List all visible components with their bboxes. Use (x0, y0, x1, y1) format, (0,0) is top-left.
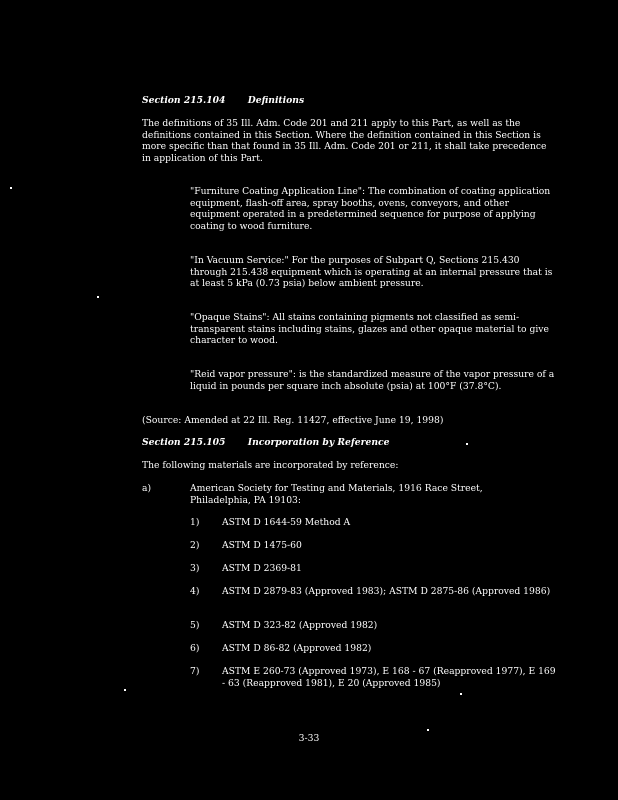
section-104-number: Section 215.104 (142, 95, 226, 106)
section-104-intro: The definitions of 35 Ill. Adm. Code 201 and 211 apply to this Part, as well as the definitions contained in this Section. Where the definition contained in this Section is more specific than that found in 35 Ill. Adm. Code 201 or 211, it shall take precedence in application of this Part. (142, 118, 547, 164)
subitem-text: ASTM D 2879-83 (Approved 1983); ASTM D 2875-86 (Approved 1986) (222, 586, 551, 597)
definition-furniture-coating: "Furniture Coating Application Line": The combination of coating application equipment, flash-off area, spray booths, ovens, conveyors, and other equipment operated in a predetermined sequence for purpose of applying coating to wood furniture. (190, 186, 551, 232)
definition-vacuum-service: "In Vacuum Service:" For the purposes of Subpart Q, Sections 215.430 through 215.438 equipment which is operating at an internal pressure that is at least 5 kPa (0.73 psia) below ambient pressure. (190, 255, 553, 290)
subitem-text: ASTM D 86-82 (Approved 1982) (222, 643, 372, 654)
subitem-number: 4) (190, 586, 200, 597)
list-item-label: a) (142, 483, 152, 494)
scan-speck (427, 729, 429, 731)
scan-speck (124, 689, 126, 691)
section-105-intro: The following materials are incorporated by reference: (142, 460, 399, 471)
subitem-text: ASTM E 260-73 (Approved 1973), E 168 - 67 (Reapproved 1977), E 169 - 63 (Reapproved 1981), E 20 (Approved 1985) (222, 666, 556, 689)
scan-speck (460, 693, 462, 695)
section-104-source-note: (Source: Amended at 22 Ill. Reg. 11427, effective June 19, 1998) (142, 415, 444, 426)
scan-speck (97, 296, 99, 298)
subitem-text: ASTM D 1475-60 (222, 540, 302, 551)
subitem-text: ASTM D 1644-59 Method A (222, 517, 351, 528)
subitem-text: ASTM D 2369-81 (222, 563, 302, 574)
subitem-number: 1) (190, 517, 200, 528)
section-104-heading (142, 95, 304, 107)
section-105-number: Section 215.105 (142, 437, 226, 448)
subitem-text: ASTM D 323-82 (Approved 1982) (222, 620, 378, 631)
scan-speck (10, 187, 12, 189)
list-item-astm: American Society for Testing and Materials, 1916 Race Street, Philadelphia, PA 19103: (190, 483, 483, 506)
definition-reid-vapor-pressure: "Reid vapor pressure": is the standardized measure of the vapor pressure of a liquid in pounds per square inch absolute (psia) at 100°F (37.8°C). (190, 369, 555, 392)
subitem-number: 6) (190, 643, 200, 654)
section-105-title: Incorporation by Reference (247, 437, 390, 448)
section-104-title: Definitions (247, 95, 305, 106)
scan-speck (466, 443, 468, 445)
subitem-number: 5) (190, 620, 200, 631)
definition-opaque-stains: "Opaque Stains": All stains containing pigments not classified as semi-transparent stains including stains, glazes and other opaque material to give character to wood. (190, 312, 549, 347)
subitem-number: 7) (190, 666, 200, 677)
subitem-number: 2) (190, 540, 200, 551)
page-number: 3-33 (298, 733, 320, 744)
subitem-number: 3) (190, 563, 200, 574)
section-105-heading (142, 437, 389, 449)
